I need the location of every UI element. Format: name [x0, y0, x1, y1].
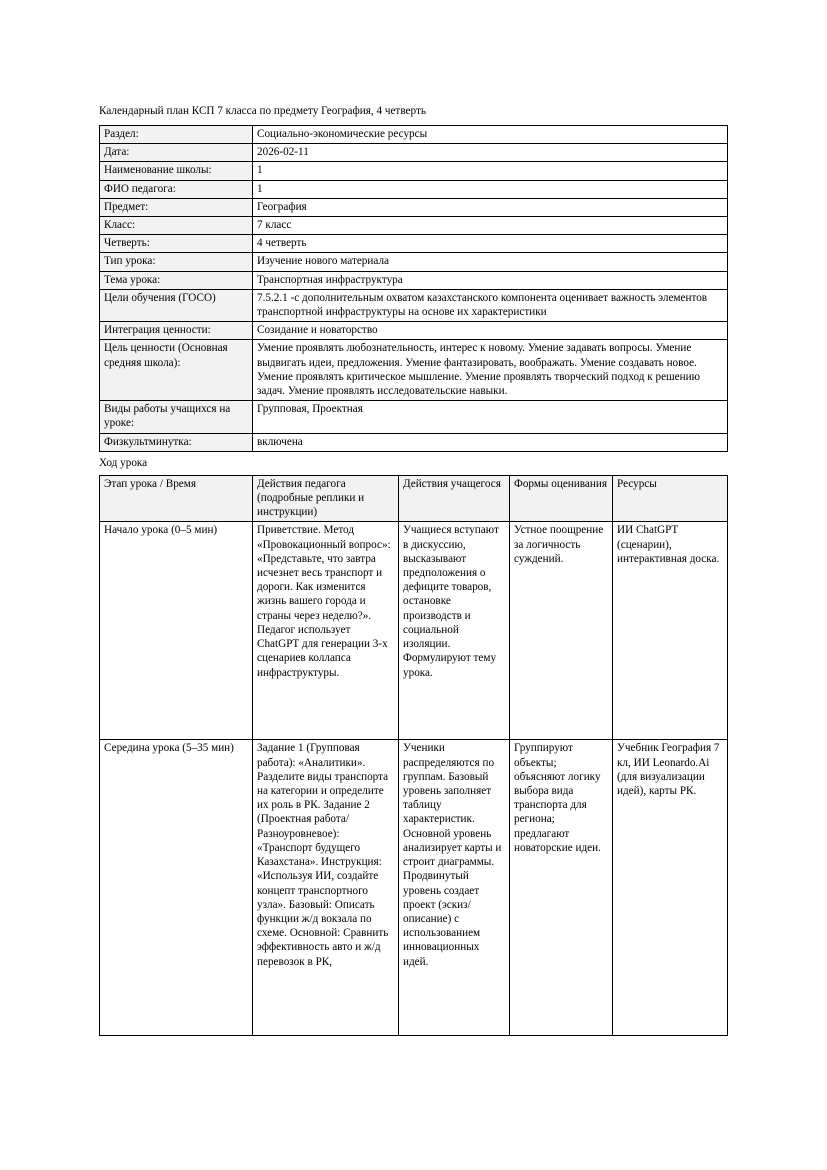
info-label: Четверть:: [100, 235, 253, 253]
column-header-student-actions: Действия учащегося: [399, 475, 510, 522]
info-value: 4 четверть: [253, 235, 728, 253]
lesson-course-header: [100, 475, 728, 522]
table-row: [100, 144, 728, 162]
info-label: Наименование школы:: [100, 162, 253, 180]
cell-resources: ИИ ChatGPT (сценарии), интерактивная доска.: [613, 522, 728, 740]
info-label: Физкультминутка:: [100, 433, 253, 451]
info-value: 7 класс: [253, 217, 728, 235]
column-header-resources: Ресурсы: [613, 475, 728, 522]
document-content: [99, 104, 727, 1036]
info-value: Изучение нового материала: [253, 253, 728, 271]
cell-stage: Середина урока (5–35 мин): [100, 740, 253, 1036]
table-row: [100, 740, 728, 1036]
table-row: [100, 126, 728, 144]
table-row: [100, 217, 728, 235]
table-header-row: [100, 475, 728, 522]
lesson-info-body: [100, 126, 728, 452]
column-header-assessment-forms: Формы оценивания: [510, 475, 613, 522]
info-value: Созидание и новаторство: [253, 322, 728, 340]
table-row: [100, 180, 728, 198]
info-value: включена: [253, 433, 728, 451]
cell-resources: Учебник География 7 кл, ИИ Leonardo.Ai (для визуализации идей), карты РК.: [613, 740, 728, 1036]
section-heading-lesson-course: Ход урока: [99, 456, 148, 469]
table-row: [100, 289, 728, 321]
info-value: География: [253, 198, 728, 216]
info-label: ФИО педагога:: [100, 180, 253, 198]
info-label: Виды работы учащихся на уроке:: [100, 401, 253, 433]
info-value: 7.5.2.1 -с дополнительным охватом казахстанского компонента оценивает важность элементов транспортной инфраструктуры на основе их характеристики: [253, 289, 728, 321]
info-value: 1: [253, 162, 728, 180]
cell-teacher-actions: Приветствие. Метод «Провокационный вопрос»: «Представьте, что завтра исчезнет весь транспорт и дороги. Как изменится жизнь вашего города и страны через неделю?». Педагог использует ChatGPT для генерации 3-х сценариев коллапса инфраструктуры.: [253, 522, 399, 740]
table-row: [100, 271, 728, 289]
cell-student-actions: Ученики распределяются по группам. Базовый уровень заполняет таблицу характеристик. Основной уровень анализирует карты и строит диаграммы. Продвинутый уровень создает проект (эскиз/описание) с использованием инновационных идей.: [399, 740, 510, 1036]
cell-stage: Начало урока (0–5 мин): [100, 522, 253, 740]
table-row: [100, 322, 728, 340]
info-label: Дата:: [100, 144, 253, 162]
info-label: Цель ценности (Основная средняя школа):: [100, 340, 253, 401]
cell-student-actions: Учащиеся вступают в дискуссию, высказывают предположения о дефиците товаров, остановке производств и социальной изоляции. Формулируют тему урока.: [399, 522, 510, 740]
info-label: Класс:: [100, 217, 253, 235]
info-value: Социально-экономические ресурсы: [253, 126, 728, 144]
table-row: [100, 522, 728, 740]
cell-assessment-forms: Устное поощрение за логичность суждений.: [510, 522, 613, 740]
info-label: Тип урока:: [100, 253, 253, 271]
info-value: Умение проявлять любознательность, интерес к новому. Умение задавать вопросы. Умение выдвигать идеи, предложения. Умение фантазировать, воображать. Умение создавать новое. Умение проявлять критическое мышление. Умение проявлять творческий подход к решению задач. Умение проявлять исследовательские навыки.: [253, 340, 728, 401]
info-value: 2026-02-11: [253, 144, 728, 162]
info-label: Тема урока:: [100, 271, 253, 289]
info-value: 1: [253, 180, 728, 198]
info-label: Цели обучения (ГОСО): [100, 289, 253, 321]
lesson-info-table: [99, 125, 728, 452]
table-row: [100, 162, 728, 180]
info-value: Групповая, Проектная: [253, 401, 728, 433]
column-header-teacher-actions: Действия педагога (подробные реплики и инструкции): [253, 475, 399, 522]
info-label: Предмет:: [100, 198, 253, 216]
column-header-stage: Этап урока / Время: [100, 475, 253, 522]
table-row: [100, 198, 728, 216]
page-title: Календарный план КСП 7 класса по предмету География, 4 четверть: [99, 105, 426, 117]
info-value: Транспортная инфраструктура: [253, 271, 728, 289]
cell-teacher-actions: Задание 1 (Групповая работа): «Аналитики». Разделите виды транспорта на категории и определите их роль в РК. Задание 2 (Проектная работа/Разноуровневое): «Транспорт будущего Казахстана». Инструкция: «Используя ИИ, создайте концепт транспортного узла». Базовый: Описать функции ж/д вокзала по схеме. Основной: Сравнить эффективность авто и ж/д перевозок в РК,: [253, 740, 399, 1036]
info-label: Раздел:: [100, 126, 253, 144]
table-row: [100, 340, 728, 401]
cell-assessment-forms: Группируют объекты; объясняют логику выбора вида транспорта для региона; предлагают новаторские идеи.: [510, 740, 613, 1036]
lesson-course-body: [100, 522, 728, 1036]
table-row: [100, 235, 728, 253]
table-row: [100, 253, 728, 271]
table-row: [100, 401, 728, 433]
table-row: [100, 433, 728, 451]
lesson-course-table: [99, 475, 728, 1037]
info-label: Интеграция ценности:: [100, 322, 253, 340]
